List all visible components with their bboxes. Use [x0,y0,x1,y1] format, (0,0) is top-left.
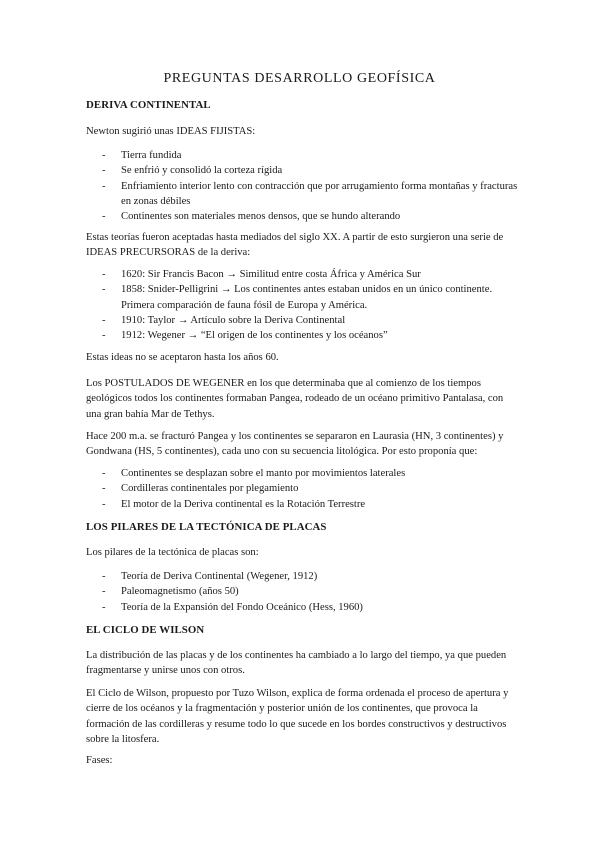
dash-bullet-icon: - [102,483,106,495]
dash-bullet-icon: - [102,468,106,479]
list-item: - 1620: Sir Francis Bacon → Similitud entre costa África y América Sur [100,267,518,282]
dash-bullet-icon: - [102,284,106,296]
paragraph: Estas ideas no se aceptaron hasta los años 60. [86,352,279,363]
list-item: - Teoría de Deriva Continental (Wegener, 1912) [100,569,518,584]
list-item: - Cordilleras continentales por plegamiento [100,481,518,496]
dash-bullet-icon: - [102,498,106,510]
paragraph: La distribución de las placas y de los continentes ha cambiado a lo largo del tiempo, ya que pueden fragmentarse y unirse unos con otros. [86,650,507,677]
dash-bullet-icon: - [102,269,106,280]
section-heading-ciclo-wilson: EL CICLO DE WILSON [86,624,205,636]
paragraph: El Ciclo de Wilson, propuesto por Tuzo Wilson, explica de forma ordenada el proceso de apertura y cierre de los océanos y la fragmentación y posterior unión de los continentes, que provoca la formación de las cordilleras y resume todo lo que sucede en los bordes constructivos y destructivos sobre la litosfera. [86,688,509,745]
page-title: PREGUNTAS DESARROLLO GEOFÍSICA [163,71,436,86]
dash-bullet-icon: - [102,150,106,161]
list-item: - 1912: Wegener → “El origen de los continentes y los océanos” [100,328,518,343]
list-item: - Continentes son materiales menos densos, que se hundo alterando [100,209,518,224]
list-item: - Continentes se desplazan sobre el manto por movimientos laterales [100,466,518,481]
dash-bullet-icon: - [102,165,106,177]
dash-bullet-icon: - [102,601,106,613]
paragraph: Estas teorías fueron aceptadas hasta mediados del siglo XX. A partir de esto surgieron una serie de IDEAS PRECURSORAS de la deriva: [86,232,504,259]
paragraph: Los pilares de la tectónica de placas son: [86,547,259,558]
bullet-list [100,569,518,615]
bullet-list [100,466,518,512]
list-item: - 1858: Snider-Pelligrini → Los continentes antes estaban unidos en un único continente. Primera comparación de fauna fósil de Europa y América. [102,284,493,311]
dash-bullet-icon: - [102,586,106,598]
list-item: - Tierra fundida [100,148,518,163]
dash-bullet-icon: - [102,330,106,342]
section-heading-deriva: DERIVA CONTINENTAL [86,99,211,111]
section-heading-pilares: LOS PILARES DE LA TECTÓNICA DE PLACAS [86,521,327,533]
dash-bullet-icon: - [102,314,106,326]
bullet-list [100,267,518,343]
dash-bullet-icon: - [102,180,106,192]
paragraph: Los POSTULADOS DE WEGENER en los que determinaba que al comienzo de los tiempos geológicos todos los continentes formaban Pangea, rodeado de un océano primitivo Pantalasa, con una gran bahía Mar de Tethys. [86,378,504,420]
list-item: - 1910: Taylor → Artículo sobre la Deriva Continental [100,313,518,328]
list-item: - Paleomagnetismo (años 50) [100,584,518,599]
dash-bullet-icon: - [102,211,106,223]
dash-bullet-icon: - [102,571,106,582]
list-item: - Teoría de la Expansión del Fondo Oceánico (Hess, 1960) [100,600,518,615]
list-item: - El motor de la Deriva continental es la Rotación Terrestre [100,497,518,512]
paragraph: Hace 200 m.a. se fracturó Pangea y los continentes se separaron en Laurasia (HN, 3 continentes) y Gondwana (HS, 5 continentes), cada uno con su secuencia litológica. Por esto proponía que: [86,431,504,458]
bullet-list [100,148,518,224]
paragraph: Fases: [86,755,113,766]
paragraph: Newton sugirió unas IDEAS FIJISTAS: [86,126,256,137]
list-item: - Se enfrió y consolidó la corteza rígida [100,163,518,178]
list-item: - Enfriamiento interior lento con contracción que por arrugamiento forma montañas y fracturas en zonas débiles [102,180,518,207]
